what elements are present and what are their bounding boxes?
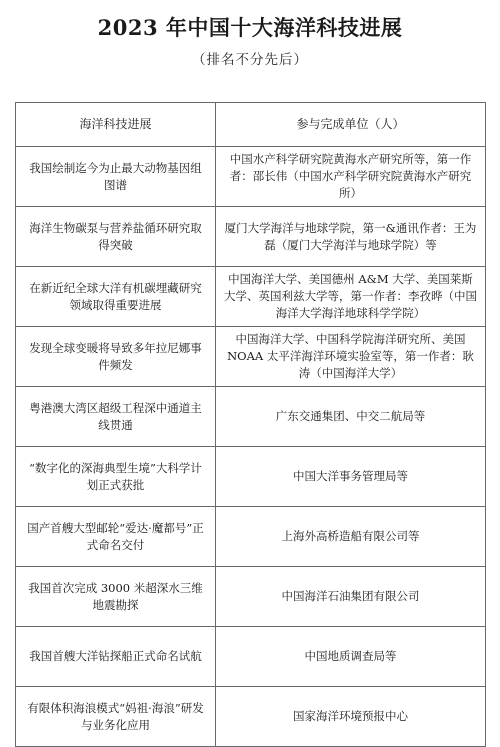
- table-row: [16, 387, 486, 447]
- table-row: [16, 267, 486, 327]
- cell-progress: 我国首艘大洋钻探船正式命名试航: [16, 627, 216, 687]
- cell-units: 国家海洋环境预报中心: [216, 687, 486, 747]
- cell-progress: 发现全球变暖将导致多年拉尼娜事件频发: [16, 327, 216, 387]
- cell-units: 中国海洋石油集团有限公司: [216, 567, 486, 627]
- header-units: 参与完成单位（人）: [216, 103, 486, 147]
- cell-progress: 海洋生物碳泵与营养盐循环研究取得突破: [16, 207, 216, 267]
- cell-units: 上海外高桥造船有限公司等: [216, 507, 486, 567]
- cell-units: 厦门大学海洋与地球学院，第一&通讯作者：王为磊（厦门大学海洋与地球学院）等: [216, 207, 486, 267]
- cell-units: 中国大洋事务管理局等: [216, 447, 486, 507]
- table-row: [16, 327, 486, 387]
- table-row: [16, 207, 486, 267]
- cell-units: 中国海洋大学、美国德州 A&M 大学、美国莱斯大学、英国利兹大学等，第一作者：李孜晔（中国海洋大学海洋地球科学学院）: [216, 267, 486, 327]
- table-header-row: [16, 103, 486, 147]
- page-subtitle: （排名不分先后）: [192, 52, 308, 68]
- table-row: [16, 147, 486, 207]
- cell-progress: 粤港澳大湾区超级工程深中通道主线贯通: [16, 387, 216, 447]
- page-title: 2023 年中国十大海洋科技进展: [97, 15, 403, 40]
- header-progress: 海洋科技进展: [16, 103, 216, 147]
- table-row: [16, 447, 486, 507]
- cell-units: 中国地质调查局等: [216, 627, 486, 687]
- cell-progress: “数字化的深海典型生境”大科学计划正式获批: [16, 447, 216, 507]
- table-row: [16, 627, 486, 687]
- cell-progress: 在新近纪全球大洋有机碳埋藏研究领域取得重要进展: [16, 267, 216, 327]
- table-row: [16, 507, 486, 567]
- cell-progress: 我国绘制迄今为止最大动物基因组图谱: [16, 147, 216, 207]
- cell-units: 广东交通集团、中交二航局等: [216, 387, 486, 447]
- cell-progress: 国产首艘大型邮轮“爱达·魔都号”正式命名交付: [16, 507, 216, 567]
- table-row: [16, 567, 486, 627]
- cell-units: 中国海洋大学、中国科学院海洋研究所、美国 NOAA 太平洋海洋环境实验室等，第一作者：耿涛（中国海洋大学）: [216, 327, 486, 387]
- progress-table: [15, 102, 486, 747]
- table-row: [16, 687, 486, 747]
- cell-progress: 有限体积海浪模式“妈祖·海浪”研发与业务化应用: [16, 687, 216, 747]
- cell-progress: 我国首次完成 3000 米超深水三维地震勘探: [16, 567, 216, 627]
- cell-units: 中国水产科学研究院黄海水产研究所等，第一作者：邵长伟（中国水产科学研究院黄海水产研究所）: [216, 147, 486, 207]
